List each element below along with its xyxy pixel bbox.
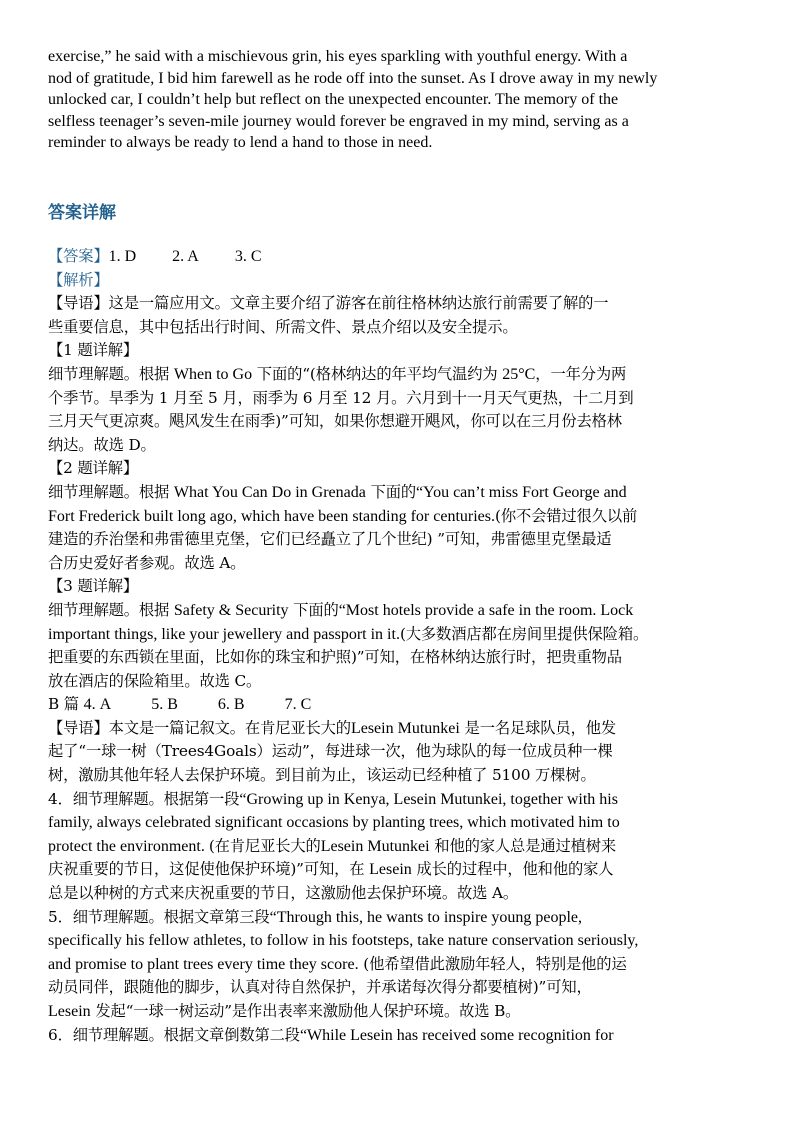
q3-text: important things, like your jewellery and passport in it.: [48, 625, 400, 643]
q2-tag: 【2 题详解】: [48, 459, 139, 478]
q5-text: (他希望借此激励年轻人，特别是他的运: [358, 954, 627, 973]
q1-text: 细节理解题。根据: [48, 364, 174, 383]
story-line: selfless teenager’s seven-mile journey would forever be engraved in my mind, serving as a: [48, 112, 629, 130]
intro-b-text: 是一名足球队员，他发: [459, 718, 617, 737]
q1-line: [48, 363, 750, 387]
q5-line: [48, 1000, 750, 1024]
answer-tag: 【答案】: [48, 247, 109, 265]
q4-text: 和他的家人总是通过植树来: [429, 836, 617, 855]
q4-line: [48, 788, 750, 812]
intro-tag: 【导语】: [48, 294, 109, 313]
q3-text: 下面的: [288, 600, 339, 619]
q2-text: (你不会错过很久以前: [495, 506, 638, 525]
q1-tag: 【1 题详解】: [48, 341, 139, 360]
q3-line: 放在酒店的保险箱里。故选 C。: [48, 671, 262, 690]
q2-text: 下面的: [365, 482, 417, 501]
intro-b-line: 树，激励其他年轻人去保护环境。到目前为止，该运动已经种植了 5100 万棵树。: [48, 766, 596, 785]
q2-line: 建造的乔治堡和弗雷德里克堡，它们已经矗立了几个世纪) ”可知，弗雷德里克堡最适: [48, 530, 612, 549]
story-line: unlocked car, I couldn’t help but reflect on the unexpected encounter. The memory of the: [48, 91, 619, 108]
q3-text: 细节理解题。根据: [48, 600, 174, 619]
q2-text: 细节理解题。根据: [48, 482, 174, 501]
q3-tag: 【3 题详解】: [48, 577, 139, 596]
intro-b-text: Lesein Mutunkei: [350, 719, 460, 737]
q5-text: specifically his fellow athletes, to follow in his footsteps, take nature conservation seriously,: [48, 932, 639, 950]
answer-2: 2. A: [172, 248, 199, 265]
intro-b-line: [48, 717, 750, 741]
q2-text: What You Can Do in Grenada: [173, 483, 366, 501]
q4-line: [48, 858, 750, 882]
q4-text: family, always celebrated significant occasions by planting trees, which motivated him to: [48, 814, 620, 832]
q3-text: “Most hotels provide a safe in the room. Lock: [338, 601, 634, 619]
intro-tag: 【导语】: [48, 718, 109, 737]
q5-text: 5．细节理解题。根据文章第三段: [48, 907, 270, 926]
intro-a-line: 些重要信息，其中包括出行时间、所需文件、景点介绍以及安全提示。: [48, 317, 518, 336]
q4-line: [48, 811, 750, 835]
intro-b-text: 本文是一篇记叙文。在肯尼亚长大的: [108, 718, 351, 737]
q1-line: 个季节。旱季为 1 月至 5 月，雨季为 6 月至 12 月。六月到十一月天气更热，十二月到: [48, 388, 634, 407]
q3-line: [48, 623, 750, 647]
q3-line: 把重要的东西锁在里面，比如你的珠宝和护照)”可知，在格林纳达旅行时，把贵重物品: [48, 648, 622, 667]
answer-1: 1. D: [108, 248, 137, 265]
answer-5: 5. B: [151, 696, 178, 714]
q5-text: and promise to plant trees every time they score.: [48, 955, 359, 973]
q1-line: 三月天气更凉爽。飓风发生在雨季)”可知，如果你想避开飓风，你可以在三月份去格林: [48, 412, 622, 431]
q3-text: Safety & Security: [173, 601, 289, 619]
analysis-tag-line: [48, 269, 750, 293]
section-title: 答案详解: [48, 203, 116, 223]
page: [48, 46, 748, 1044]
answer-explanation: [48, 245, 750, 1047]
q4-text: protect the environment.: [48, 837, 209, 855]
q4-text: “Growing up in Kenya, Lesein Mutunkei, together with his: [239, 790, 618, 808]
q5-line: [48, 953, 750, 977]
q3-text: (大多数酒店都在房间里提供保险箱。: [399, 624, 649, 643]
q4-text: 4．细节理解题。根据第一段: [48, 789, 240, 808]
q4-text: Lesein: [369, 861, 412, 879]
q1-text: When to Go: [173, 365, 253, 383]
q1-text: ，一年分为两: [535, 364, 627, 383]
q5-line: [48, 906, 750, 930]
q4-text: 庆祝重要的节日，这促使他保护环境)”可知，在: [48, 860, 370, 879]
answer-3: 3. C: [234, 248, 262, 265]
q6-line: [48, 1024, 750, 1048]
q1-text: 25°C: [502, 365, 536, 383]
q2-text: “You can’t miss Fort George and: [416, 483, 627, 501]
q1-text: 下面的“(格林纳达的年平均气温约为: [252, 364, 503, 383]
q4-text: (在肯尼亚长大的: [208, 836, 321, 855]
q1-line: 纳达。故选 D。: [48, 435, 156, 454]
q4-line: [48, 835, 750, 859]
answer-line: [48, 245, 750, 269]
q5-text: “Through this, he wants to inspire young people,: [269, 908, 583, 926]
intro-a-line: [48, 292, 750, 316]
story-line: reminder to always be ready to lend a hand to those in need.: [48, 134, 433, 151]
q5-text: Lesein: [48, 1003, 91, 1020]
q2-text: Fort Frederick built long ago, which have been standing for centuries.: [48, 507, 495, 525]
q5-line: 动员同伴，跟随他的脚步，认真对待自然保护，并承诺每次得分都要植树)”可知，: [48, 978, 592, 997]
story-line: exercise,” he said with a mischievous grin, his eyes sparkling with youthful energy. With a: [48, 48, 628, 65]
q4-text: 成长的过程中，他和他的家人: [411, 860, 614, 879]
q3-line: [48, 599, 750, 623]
intro-b-line: 起了“一球一树（Trees4Goals）运动”，每进球一次，他为球队的每一位成员种一棵: [48, 742, 613, 761]
story-paragraph: [48, 46, 748, 154]
part-b-label: B 篇: [48, 695, 79, 714]
answer-4: 4. A: [83, 696, 112, 714]
q2-line: [48, 481, 750, 505]
q6-text: “While Lesein has received some recognition for: [299, 1026, 614, 1044]
q4-line: 总是以种树的方式来庆祝重要的节日，这激励他去保护环境。故选 A。: [48, 884, 519, 903]
q6-text: 6．细节理解题。根据文章倒数第二段: [48, 1025, 300, 1044]
analysis-tag: 【解析】: [48, 270, 109, 289]
q5-text: 发起“一球一树运动”是作出表率来激励他人保护环境。故选 B。: [90, 1002, 521, 1020]
answer-6: 6. B: [217, 696, 245, 714]
answer-7: 7. C: [284, 696, 312, 714]
q5-line: [48, 929, 750, 953]
q2-line: [48, 505, 750, 529]
q4-text: Lesein Mutunkei: [320, 837, 430, 855]
q2-line: 合历史爱好者参观。故选 A。: [48, 553, 246, 572]
part-b-answers: [48, 693, 750, 717]
story-line: nod of gratitude, I bid him farewell as he rode off into the sunset. As I drove away in my newly: [48, 69, 658, 87]
intro-a-text: 这是一篇应用文。文章主要介绍了游客在前往格林纳达旅行前需要了解的一: [108, 294, 609, 313]
